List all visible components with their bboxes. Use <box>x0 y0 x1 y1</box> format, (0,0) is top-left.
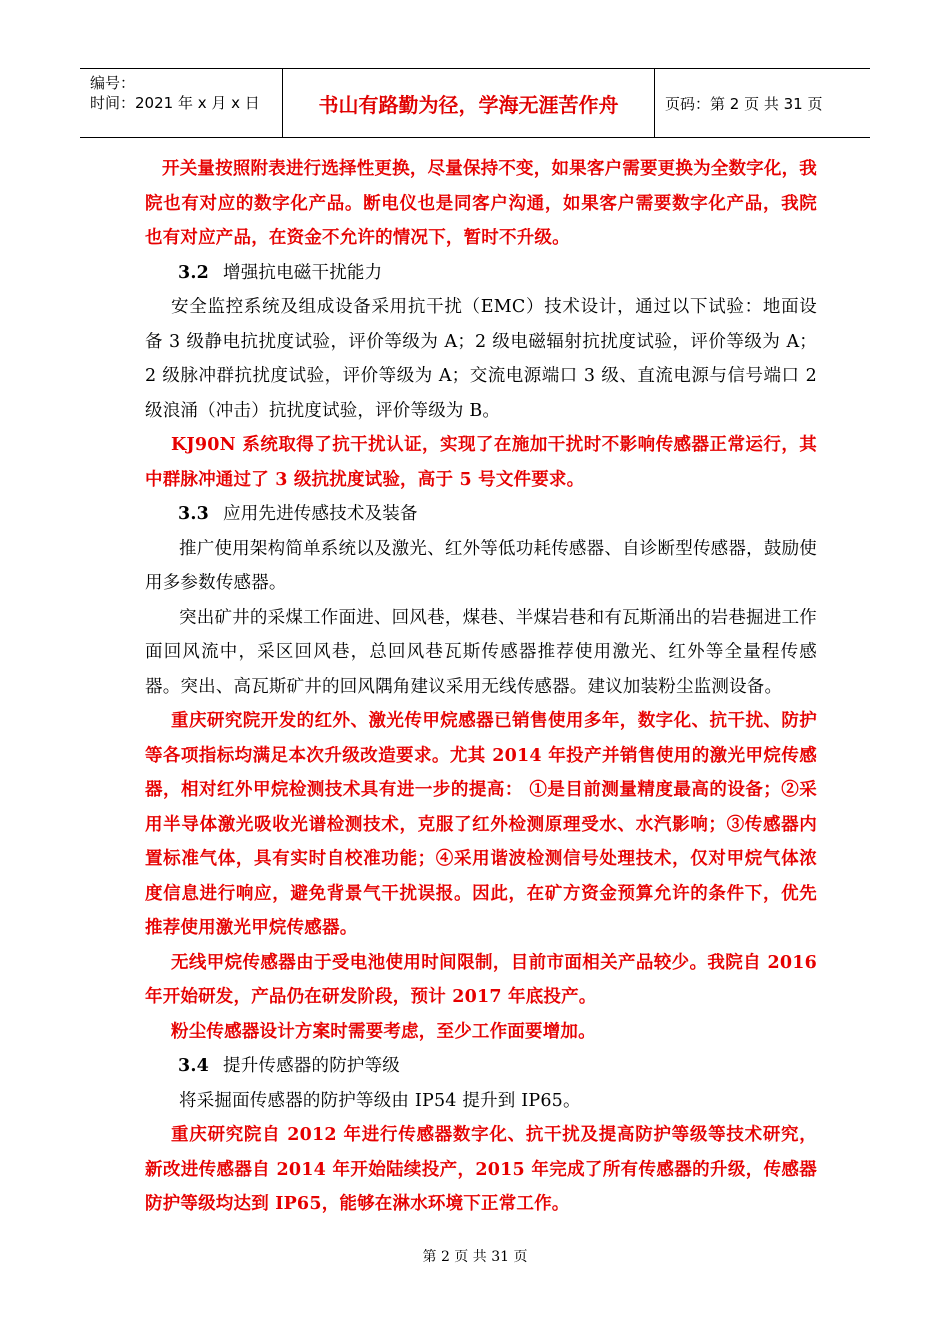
paragraph-emc-tests: 安全监控系统及组成设备采用抗干扰（EMC）技术设计，通过以下试验：地面设备 3 级静电抗扰度试验，评价等级为 A；2 级电磁辐射抗扰度试验，评价等级为 A；2 级脉冲群抗扰度试验，评价等级为 A；交流电源端口 3 级、直流电源与信号端口 2 级浪涌（冲击）抗扰度试验，评价等级为 B。 <box>145 297 817 421</box>
paragraph-wireless-methane: 无线甲烷传感器由于受电池使用时间限制，目前市面相关产品较少。我院自 2016 年开始研发，产品仍在研发阶段，预计 2017 年底投产。 <box>145 952 817 1007</box>
section-heading-3-4 <box>145 1049 817 1084</box>
section-heading-3-3 <box>145 497 817 532</box>
paragraph-full-range-sensors: 突出矿井的采煤工作面进、回风巷，煤巷、半煤岩巷和有瓦斯涌出的岩巷掘进工作面回风流中，采区回风巷，总回风巷瓦斯传感器推荐使用激光、红外等全量程传感器。突出、高瓦斯矿井的回风隅角建议采用无线传感器。建议加装粉尘监测设备。 <box>145 607 817 697</box>
time-label: 时间：2021 年 x 月 x 日 <box>90 94 260 112</box>
header-motto: 书山有路勤为径，学海无涯苦作舟 <box>283 69 655 137</box>
paragraph-dust-sensor: 粉尘传感器设计方案时需要考虑，至少工作面要增加。 <box>171 1021 596 1042</box>
section-title: 提升传感器的防护等级 <box>223 1056 400 1076</box>
document-body <box>145 152 817 1222</box>
section-heading-3-2 <box>145 256 817 291</box>
page-header <box>80 68 870 138</box>
paragraph-low-power-sensors: 推广使用架构简单系统以及激光、红外等低功耗传感器、自诊断型传感器，鼓励使用多参数传感器。 <box>145 538 817 593</box>
paragraph-laser-methane: 重庆研究院开发的红外、激光传甲烷感器已销售使用多年，数字化、抗干扰、防护等各项指标均满足本次升级改造要求。尤其 2014 年投产并销售使用的激光甲烷传感器，相对红外甲烷检测技术具有进一步的提高： ①是目前测量精度最高的设备；②采用半导体激光吸收光谱检测技术，克服了红外检测原理受水、水汽影响；③传感器内置标准气体，具有实时自校准功能；④采用谐波检测信号处理技术，仅对甲烷气体浓度信息进行响应，避免背景气干扰误报。因此，在矿方资金预算允许的条件下，优先推荐使用激光甲烷传感器。 <box>145 711 817 938</box>
paragraph-ip-rating: 将采掘面传感器的防护等级由 IP54 提升到 IP65。 <box>179 1090 581 1111</box>
paragraph-switch-replacement: 开关量按照附表进行选择性更换，尽量保持不变，如果客户需要更换为全数字化，我院也有对应的数字化产品。断电仪也是同客户沟通，如果客户需要数字化产品，我院也有对应产品，在资金不允许的情况下，暂时不升级。 <box>145 159 817 248</box>
section-number: 3.4 <box>178 1056 210 1076</box>
section-title: 增强抗电磁干扰能力 <box>223 262 383 283</box>
section-title: 应用先进传感技术及装备 <box>223 504 418 524</box>
header-meta-cell <box>80 69 283 137</box>
header-page-info: 页码：第 2 页 共 31 页 <box>665 94 823 113</box>
page-footer: 第 2 页 共 31 页 <box>422 1249 528 1265</box>
paragraph-ip65-upgrade: 重庆研究院自 2012 年进行传感器数字化、抗干扰及提高防护等级等技术研究，新改进传感器自 2014 年开始陆续投产，2015 年完成了所有传感器的升级，传感器防护等级均达到 IP65，能够在淋水环境下正常工作。 <box>145 1125 817 1214</box>
serial-label: 编号： <box>90 74 136 92</box>
section-number: 3.3 <box>178 504 210 524</box>
paragraph-kj90n: KJ90N 系统取得了抗干扰认证，实现了在施加干扰时不影响传感器正常运行，其中群脉冲通过了 3 级抗扰度试验，高于 5 号文件要求。 <box>145 435 817 490</box>
section-number: 3.2 <box>178 262 210 283</box>
